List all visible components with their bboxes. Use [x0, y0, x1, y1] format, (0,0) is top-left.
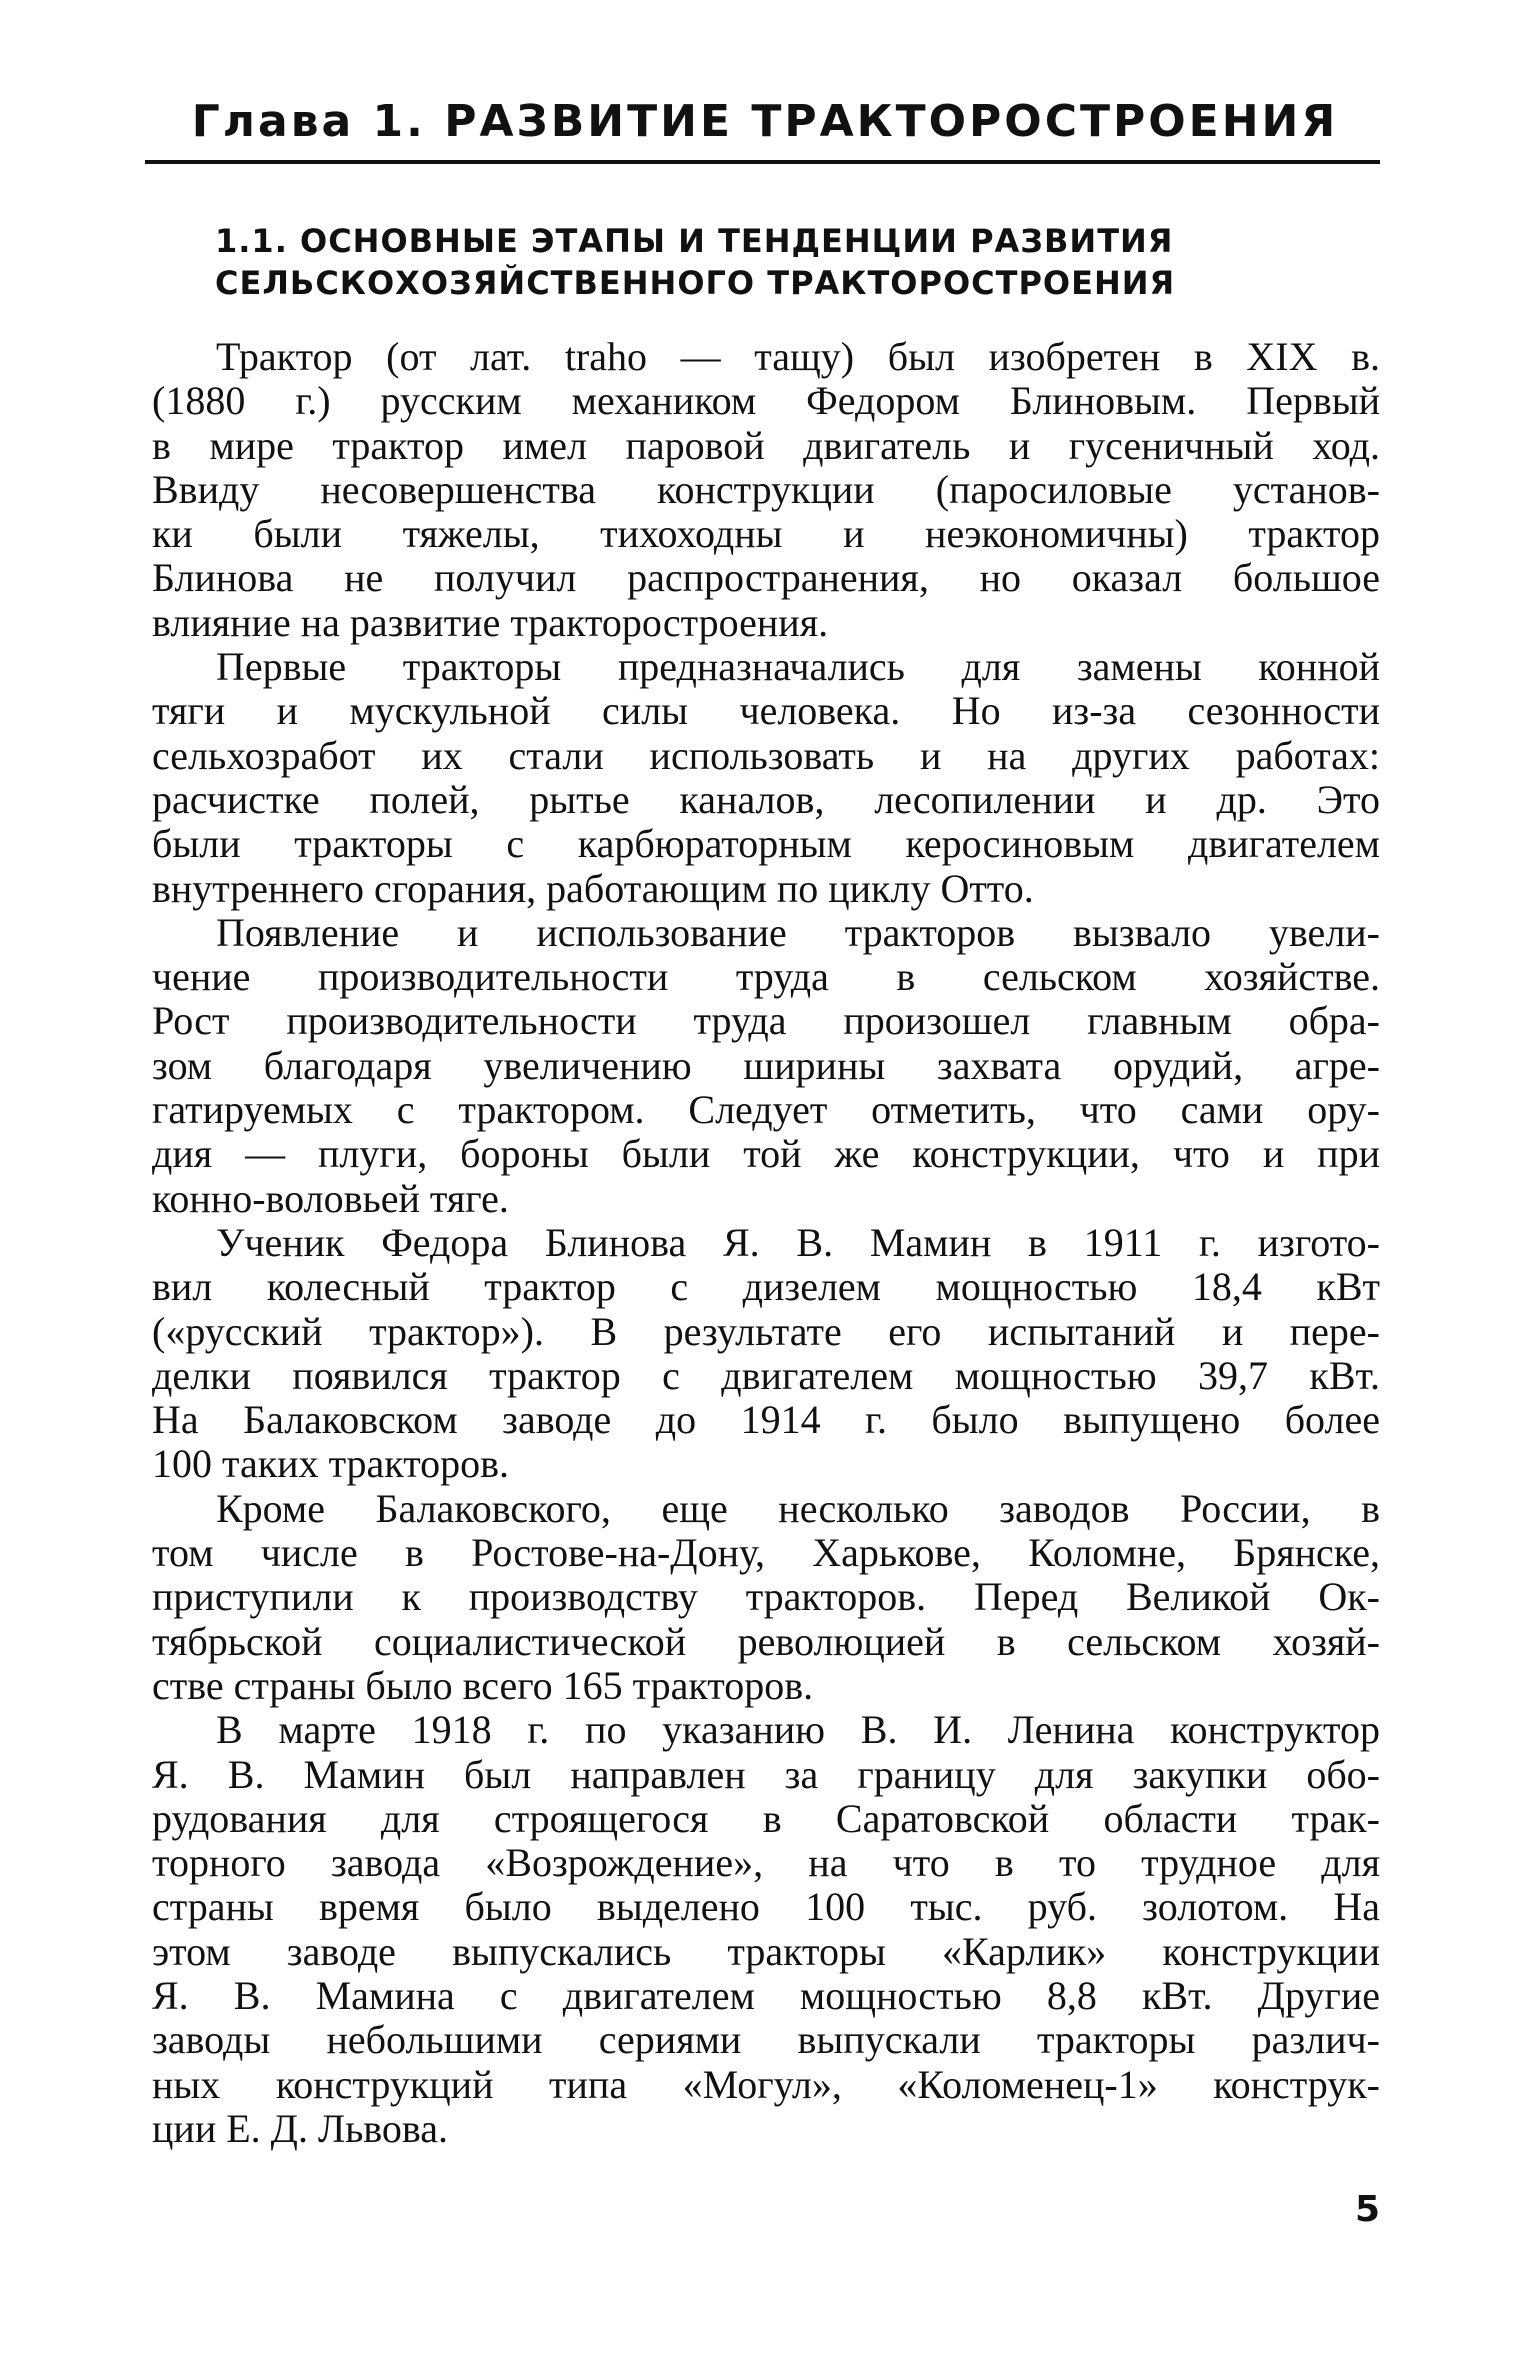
text-line: были тракторы с карбюраторным керосиновым двигателем — [152, 821, 1380, 867]
text-line: гатируемых с трактором. Следует отметить, что сами ору- — [152, 1087, 1380, 1133]
text-line: зом благодаря увеличению ширины захвата орудий, агре- — [152, 1042, 1380, 1088]
paragraph — [152, 1708, 1380, 2151]
text-line: том числе в Ростове-на-Дону, Харькове, Коломне, Брянске, — [152, 1530, 1380, 1576]
text-line: внутреннего сгорания, работающим по циклу Отто. — [152, 865, 1034, 911]
text-line: Я. В. Мамин был направлен за границу для закупки обо- — [152, 1751, 1380, 1797]
text-line: Кроме Балаковского, еще несколько заводов России, в — [216, 1485, 1380, 1531]
text-line: Трактор (от лат. traho — тащу) был изобретен в XIX в. — [216, 334, 1380, 379]
text-line: Рост производительности труда произошел главным обра- — [152, 998, 1380, 1044]
text-line: В марте 1918 г. по указанию В. И. Ленина конструктор — [216, 1707, 1380, 1753]
paragraph — [152, 1487, 1380, 1708]
text-line: этом заводе выпускались тракторы «Карлик» конструкции — [152, 1928, 1380, 1974]
page-number: 5 — [1354, 2189, 1380, 2230]
text-line: делки появился трактор с двигателем мощностью 39,7 кВт. — [152, 1352, 1380, 1398]
text-line: (1880 г.) русским механиком Федором Блиновым. Первый — [152, 378, 1380, 424]
paragraph — [152, 1221, 1380, 1487]
text-line: тяги и мускульной силы человека. Но из-за сезонности — [152, 688, 1380, 734]
text-line: Ввиду несовершенства конструкции (паросиловые установ- — [152, 466, 1380, 512]
section-title — [215, 220, 1365, 304]
section-title-line: 1.1. ОСНОВНЫЕ ЭТАПЫ И ТЕНДЕНЦИИ РАЗВИТИЯ — [215, 222, 1174, 260]
paragraph — [152, 335, 1380, 645]
text-line: в мире трактор имел паровой двигатель и гусеничный ход. — [152, 422, 1380, 468]
text-line: вил колесный трактор с дизелем мощностью 18,4 кВт — [152, 1264, 1380, 1310]
text-line: ции Е. Д. Львова. — [152, 2105, 449, 2151]
text-line: Я. В. Мамина с двигателем мощностью 8,8 кВт. Другие — [152, 1972, 1380, 2018]
text-line: чение производительности труда в сельском хозяйстве. — [152, 954, 1380, 1000]
text-line: заводы небольшими сериями выпускали тракторы различ- — [152, 2017, 1380, 2063]
text-line: конно-воловьей тяге. — [152, 1175, 509, 1221]
text-line: влияние на развитие тракторостроения. — [152, 599, 829, 645]
paragraph — [152, 911, 1380, 1221]
text-line: Первые тракторы предназначались для замены конной — [216, 644, 1380, 690]
text-line: приступили к производству тракторов. Перед Великой Ок- — [152, 1574, 1380, 1620]
text-line: тябрьской социалистической революцией в сельском хозяй- — [152, 1618, 1380, 1664]
body-text — [152, 335, 1380, 2151]
text-line: стве страны было всего 165 тракторов. — [152, 1662, 814, 1708]
text-line: сельхозработ их стали использовать и на других работах: — [152, 732, 1380, 778]
paragraph — [152, 645, 1380, 911]
text-line: ки были тяжелы, тихоходны и неэкономичны) трактор — [152, 511, 1380, 557]
section-title-line: СЕЛЬСКОХОЗЯЙСТВЕННОГО ТРАКТОРОСТРОЕНИЯ — [215, 264, 1176, 302]
text-line: расчистке полей, рытье каналов, лесопилении и др. Это — [152, 776, 1380, 822]
text-line: На Балаковском заводе до 1914 г. было выпущено более — [152, 1397, 1380, 1443]
text-line: Блинова не получил распространения, но оказал большое — [152, 555, 1380, 601]
text-line: дия — плуги, бороны были той же конструкции, что и при — [152, 1131, 1380, 1177]
text-line: ных конструкций типа «Могул», «Коломенец-1» конструк- — [152, 2061, 1380, 2107]
text-line: страны время было выделено 100 тыс. руб. золотом. На — [152, 1884, 1380, 1930]
text-line: Ученик Федора Блинова Я. В. Мамин в 1911 г. изгото- — [216, 1219, 1380, 1265]
text-line: торного завода «Возрождение», на что в то трудное для — [152, 1840, 1380, 1886]
text-line: рудования для строящегося в Саратовской области трак- — [152, 1795, 1380, 1841]
chapter-title: Глава 1. РАЗВИТИЕ ТРАКТОРОСТРОЕНИЯ — [191, 96, 1339, 147]
text-line: 100 таких тракторов. — [152, 1441, 510, 1487]
chapter-title-rule — [145, 160, 1380, 164]
text-line: Появление и использование тракторов вызвало увели- — [216, 909, 1380, 955]
text-line: («русский трактор»). В результате его испытаний и пере- — [152, 1308, 1380, 1354]
